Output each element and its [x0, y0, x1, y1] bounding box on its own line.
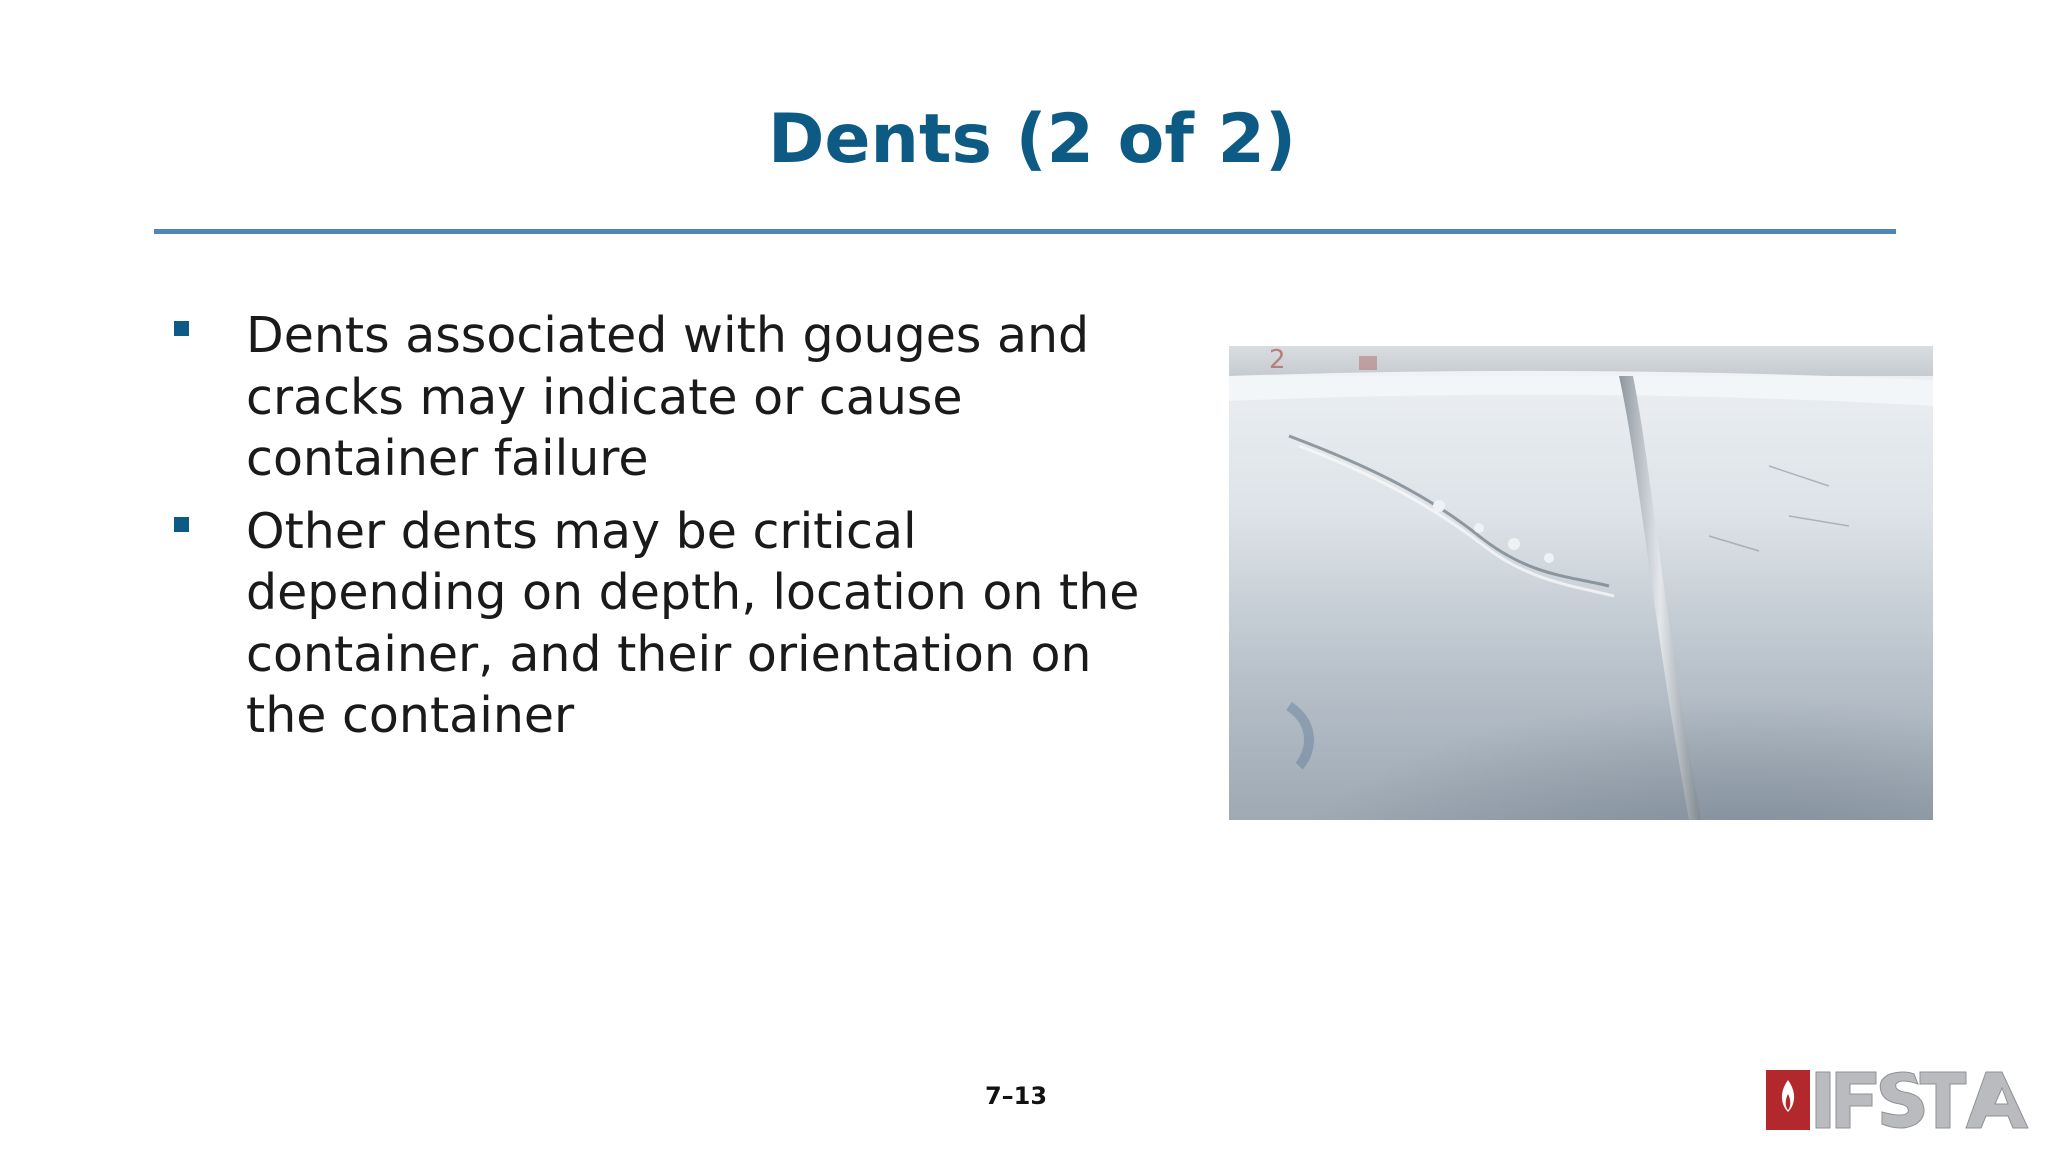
tank-marking: 2	[1269, 346, 1286, 375]
ifsta-logo	[1764, 1066, 2048, 1144]
bullet-item-2	[170, 501, 1160, 747]
photo-illustration	[1229, 346, 1933, 820]
bullet-text-1: Dents associated with gouges and cracks may indicate or cause container failure	[246, 307, 1090, 487]
ifsta-logo-graphic	[1764, 1066, 2048, 1144]
page-number: 7–13	[984, 1082, 1048, 1110]
bullet-text-2: Other dents may be critical depending on depth, location on the container, and their orientation on the container	[246, 502, 1140, 744]
square-bullet-icon	[174, 321, 189, 336]
title-divider	[154, 229, 1896, 234]
dented-container-photo	[1229, 346, 1933, 820]
square-bullet-icon	[174, 517, 189, 532]
bullet-list	[170, 305, 1160, 758]
bullet-item-1	[170, 305, 1160, 490]
slide-title: Dents (2 of 2)	[767, 100, 1297, 179]
